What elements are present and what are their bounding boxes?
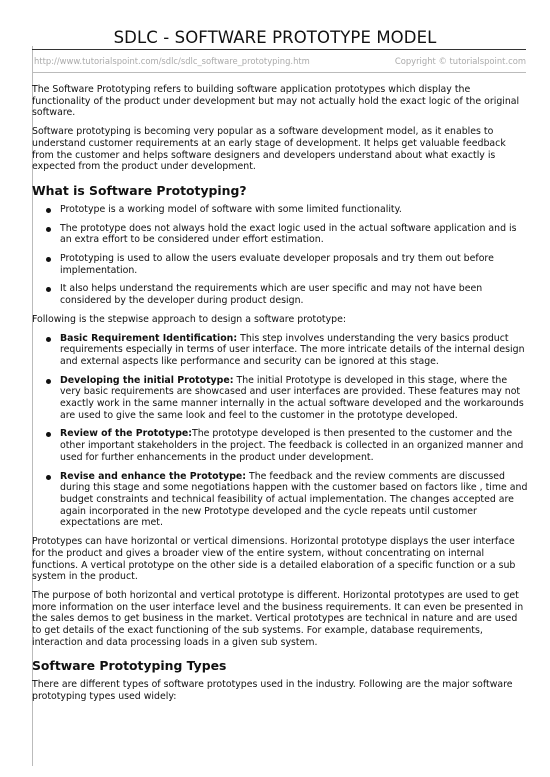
step-text: This step involves understanding the very basics product requirements especially in terms of user interface. The more intricate details of the internal design and external aspects like performance and security can be ignored at this stage.	[60, 332, 525, 367]
list-item: The prototype does not always hold the exact logic used in the actual software application and is an extra effort to be considered under effort estimation.	[60, 223, 528, 246]
step-item	[60, 333, 528, 368]
bullet-icon	[46, 432, 51, 437]
source-url-link[interactable]: http://www.tutorialspoint.com/sdlc/sdlc_software_prototyping.htm	[34, 56, 310, 66]
source-divider	[32, 72, 526, 73]
body-paragraph: There are different types of software prototypes used in the industry. Following are the major software prototyping types used widely:	[32, 679, 513, 703]
copyright-notice: Copyright © tutorialspoint.com	[394, 56, 526, 66]
steps-intro: Following is the stepwise approach to design a software prototype:	[32, 313, 347, 325]
section-heading: Software Prototyping Types	[32, 658, 227, 674]
article-body	[32, 84, 528, 710]
intro-paragraph: The Software Prototyping refers to building software application prototypes which display the functionality of the product under development but may not actually hold the exact logic of the original software.	[32, 84, 520, 119]
section-heading: What is Software Prototyping?	[32, 182, 247, 198]
step-text: The feedback and the review comments are discussed during this stage and some negotiations happen with the customer based on factors like , time and budget constraints and technical feasibility of actual implementation. The changes accepted are again incorporated in the new Prototype developed and the cycle repeats until customer expectations are met.	[60, 470, 528, 529]
bullet-icon	[46, 208, 51, 213]
bullet-icon	[46, 379, 51, 384]
bullet-icon	[46, 227, 51, 232]
steps-list	[32, 333, 528, 530]
body-paragraph: The purpose of both horizontal and vertical prototype is different. Horizontal prototypes are used to get more information on the user interface level and the business requirements. It can even be presented in the sales demos to get business in the market. Vertical prototypes are technical in nature and are used to get details of the exact functioning of the sub systems. For example, database requirements, interaction and data processing loads in a given sub system.	[32, 589, 524, 648]
body-paragraph: Prototypes can have horizontal or vertical dimensions. Horizontal prototype displays the user interface for the product and gives a broader view of the entire system, without concentrating on internal functions. A vertical prototype on the other side is a detailed elaboration of a specific function or a sub system in the product.	[32, 536, 516, 583]
bullet-icon	[46, 337, 51, 342]
step-item	[60, 428, 528, 463]
step-term: Basic Requirement Identification:	[60, 332, 238, 344]
step-term: Developing the initial Prototype:	[60, 374, 234, 386]
list-item: Prototype is a working model of software with some limited functionality.	[60, 204, 528, 216]
step-item	[60, 471, 528, 530]
bullet-icon	[46, 257, 51, 262]
title-divider	[32, 49, 526, 50]
step-term: Revise and enhance the Prototype:	[60, 470, 247, 482]
step-text: The prototype developed is then presented to the customer and the other important stakeholders in the project. The feedback is collected in an organized manner and used for further enhancements in the product under development.	[60, 428, 524, 463]
bullet-icon	[46, 287, 51, 292]
source-bar	[34, 56, 526, 68]
intro-paragraph: Software prototyping is becoming very popular as a software development model, as it enables to understand customer requirements at an early stage of development. It helps get valuable feedback from the customer and helps software designers and developers understand about what exactly is expected from the product under development.	[32, 126, 506, 173]
bullet-icon	[46, 475, 51, 480]
definition-list	[32, 204, 528, 307]
step-item	[60, 375, 528, 422]
step-term: Review of the Prototype:	[60, 428, 193, 440]
list-item: It also helps understand the requirements which are user specific and may not have been considered by the developer during product design.	[60, 283, 528, 306]
list-item: Prototyping is used to allow the users evaluate developer proposals and try them out before implementation.	[60, 253, 528, 276]
step-text: The initial Prototype is developed in this stage, where the very basic requirements are showcased and user interfaces are provided. These features may not exactly work in the same manner internally in the actual software developed and the workarounds are used to give the same look and feel to the customer in the prototype developed.	[60, 374, 524, 421]
page-title: SDLC - SOFTWARE PROTOTYPE MODEL	[113, 28, 437, 47]
